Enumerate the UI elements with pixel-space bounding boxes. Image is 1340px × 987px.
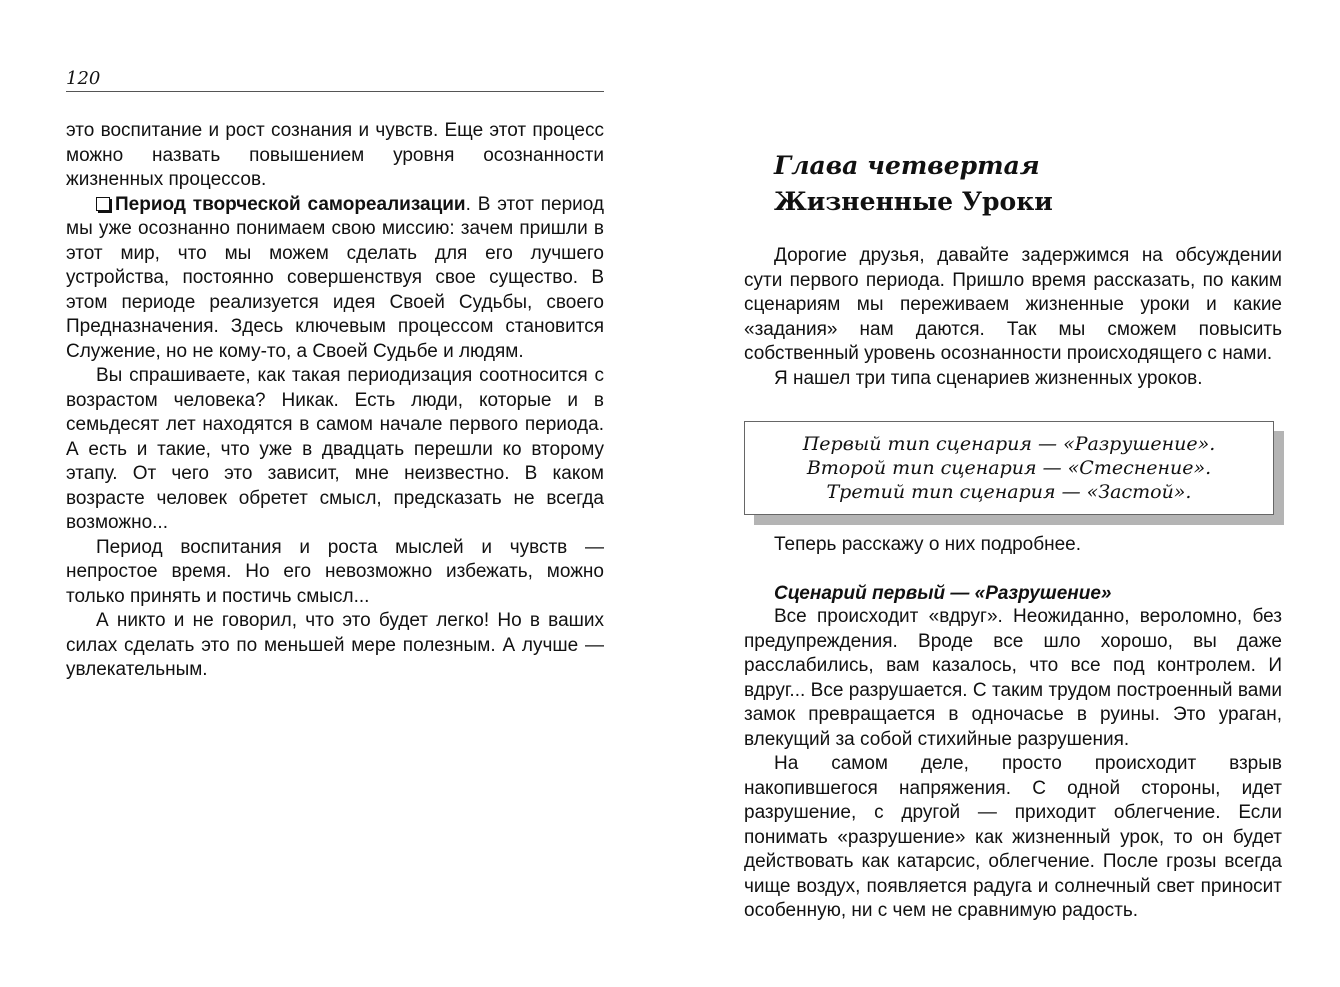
- paragraph: Теперь расскажу о них подробнее.: [774, 534, 1082, 555]
- scenario-title: Сценарий первый — «Разрушение»: [774, 583, 1112, 604]
- paragraph: это воспитание и рост сознания и чувств. Еще этот процесс можно назвать повышением уровня осознанности жизненных процессов.: [66, 120, 604, 190]
- scenario-list-box: [744, 421, 1284, 525]
- checkbox-bullet-icon: [96, 197, 110, 211]
- scenario-text: [744, 605, 1282, 924]
- chapter-title: Жизненные Уроки: [774, 187, 1053, 216]
- left-page-text: [66, 119, 604, 683]
- paragraph: А никто и не говорил, что это будет легко! Но в ваших силах сделать это по меньшей мере полезным. А лучше — увлекательным.: [66, 610, 604, 680]
- chapter-number: Глава четвертая: [774, 151, 1040, 180]
- paragraph: [66, 193, 604, 365]
- quote-box: [744, 421, 1274, 515]
- chapter-heading: [774, 148, 1053, 220]
- paragraph-rest: . В этот период мы уже осознанно понимаем свою миссию: зачем пришли в этот мир, что мы можем сделать для его лучшего устройства, постоянно совершенствуя свое существо. В этом периоде реализуется идея Своей Судьбы, своего Предназначения. Здесь ключевым процессом становится Служение, но не кому-то, а Своей Судьбе и людям.: [66, 193, 604, 362]
- paragraph: Дорогие друзья, давайте задержимся на обсуждении сути первого периода. Пришло время рассказать, по каким сценариям мы переживаем жизненные уроки и какие «задания» нам даются. Так мы сможем повысить собственный уровень осознанности происходящего с нами.: [744, 245, 1282, 364]
- paragraph: Все происходит «вдруг». Неожиданно, вероломно, без предупреждения. Вроде все шло хорошо, вы даже расслабились, вам казалось, что все под контролем. И вдруг... Все разрушается. С таким трудом построенный вами замок превращается в одночасье в руины. Это ураган, влекущий за собой стихийные разрушения.: [744, 606, 1282, 750]
- paragraph: Период воспитания и роста мыслей и чувств — непростое время. Но его невозможно избежать, можно только принять и постичь смысл...: [66, 536, 604, 607]
- paragraph: Я нашел три типа сценариев жизненных уроков.: [774, 367, 1203, 389]
- paragraph: Вы спрашиваете, как такая периодизация соотносится с возрастом человека? Никак. Есть люди, которые и в семьдесят лет находятся в самом начале первого периода. А есть и такие, что уже в двадцать перешли ко второму этапу. От чего это зависит, мне неизвестно. В каком возрасте человек обретет смысл, предсказать не всегда возможно...: [66, 365, 604, 533]
- intro-text: [744, 244, 1282, 391]
- page-number: 120: [66, 68, 604, 92]
- after-box-text: [744, 533, 1282, 558]
- paragraph: На самом деле, просто происходит взрыв накопившегося напряжения. С одной стороны, идет разрушение, с другой — приходит облегчение. Если понимать «разрушение» как жизненный урок, то он будет действовать как катарсис, облегчение. После грозы всегда чище воздух, появляется радуга и солнечный свет приносит особенную, ни с чем не сравнимую радость.: [744, 753, 1282, 921]
- quote-line: Первый тип сценария — «Разрушение».: [802, 433, 1216, 455]
- quote-line: Второй тип сценария — «Стеснение».: [806, 457, 1212, 479]
- quote-line: Третий тип сценария — «Застой».: [826, 481, 1192, 503]
- bold-term: Период творческой самореализации: [115, 193, 466, 215]
